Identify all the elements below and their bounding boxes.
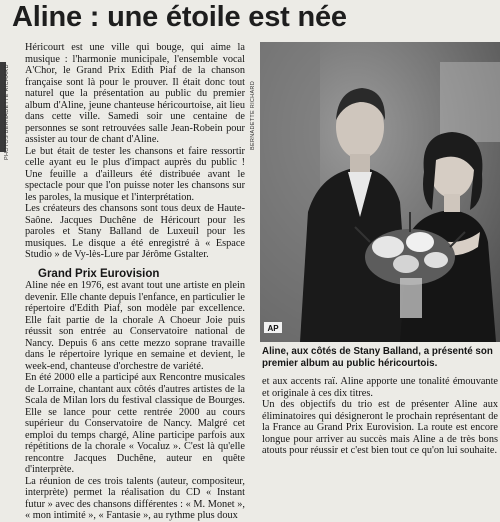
- article-column-3: [262, 376, 498, 457]
- paragraph: Aline née en 1976, est avant tout une artiste en plein devenir. Elle chante depuis l'enfance, en particulier le répertoire d'Edith Piaf, son modèle par excellence. Elle fait partie de la chorale A Choeur Joie puis réussit son entrée au Conservatoire national de Nancy. Depuis 6 ans cette mezzo soprane travaille dans le répertoire lyrique en semaine et devient, le week-end, chanteuse d'orchestre de variété.: [25, 280, 245, 372]
- article-column-1: [25, 42, 245, 261]
- headline: Aline : une étoile est née: [12, 1, 347, 33]
- article-photo: [260, 42, 500, 342]
- paragraph: En été 2000 elle a participé aux Rencontre musicales de Lorraine, chantant aux côtés d'autres artistes de la Scala de Milan lors du festival classique de Bourges. Elle se lance pour cette rentrée 2000 au cours supérieur du Conservatoire de Nancy. Malgré cet emploi du temps chargé, Aline participe parfois aux répétitions de la chorale « Vocaluz ». C'est là qu'elle rencontre Jacques Duchêne, auteur en quête d'interprète.: [25, 372, 245, 475]
- paragraph: Héricourt est une ville qui bouge, qui aime la musique : l'harmonie municipale, l'ensemble vocal A'Chor, le Grand Prix Edith Piaf de la chanson française sont là pour le prouver. Il était donc tout naturel que la présentation au public du premier album d'Aline, jeune chanteuse héricourtoise, ait lieu dans cette ville. Samedi soir une centaine de personnes se sont retrouvées salle Jean-Robein pour assister au tour de chant d'Aline.: [25, 42, 245, 145]
- paragraph: La réunion de ces trois talents (auteur, compositeur, interprète) permet la réalisation du CD « Instant futur » avec des chansons différentes : « M. Monet », « mon intimité », « Fantasie », au rythme plus doux: [25, 475, 245, 521]
- photo-credit-left: PHOTOS BERNADETTE RICHARD: [4, 64, 10, 160]
- paragraph: Le but était de tester les chansons et faire ressortir celle ayant eu le plus d'impact auprès du public ! Une feuille a d'ailleurs été distribuée avant le spectacle pour que l'on puisse noter les chansons sur les paroles, la musique et l'interprétation.: [25, 145, 245, 203]
- paragraph: Les créateurs des chansons sont tous deux de Haute-Saône. Jacques Duchêne de Héricourt pour les paroles et Stany Balland de Luxeuil pour les musiques. Le disque a été enregistré à « Espace Studio » de Vy-lès-Lure par Jérôme Gstalter.: [25, 203, 245, 260]
- photo-caption: Aline, aux côtés de Stany Balland, a présenté son premier album au public héricourtois.: [262, 346, 493, 369]
- paragraph: et aux accents raï. Aline apporte une tonalité émouvante et originale à ces dix titres.: [262, 376, 498, 399]
- photo-credit-photo: BERNADETTE RICHARD: [250, 81, 256, 150]
- section-subhead: Grand Prix Eurovision: [38, 268, 160, 280]
- paragraph: Un des objectifs du trio est de présenter Aline aux éliminatoires qui désigneront le prochain représentant de la France au Grand Prix Eurovision. La route est encore longue pour arriver au succès mais Aline a de très bons atouts pour réussir et c'est bien tout ce qu'on lui souhaite.: [262, 399, 498, 456]
- photo-tag: AP: [267, 324, 279, 333]
- photo-illustration: [260, 42, 500, 342]
- article-column-2: [25, 280, 245, 522]
